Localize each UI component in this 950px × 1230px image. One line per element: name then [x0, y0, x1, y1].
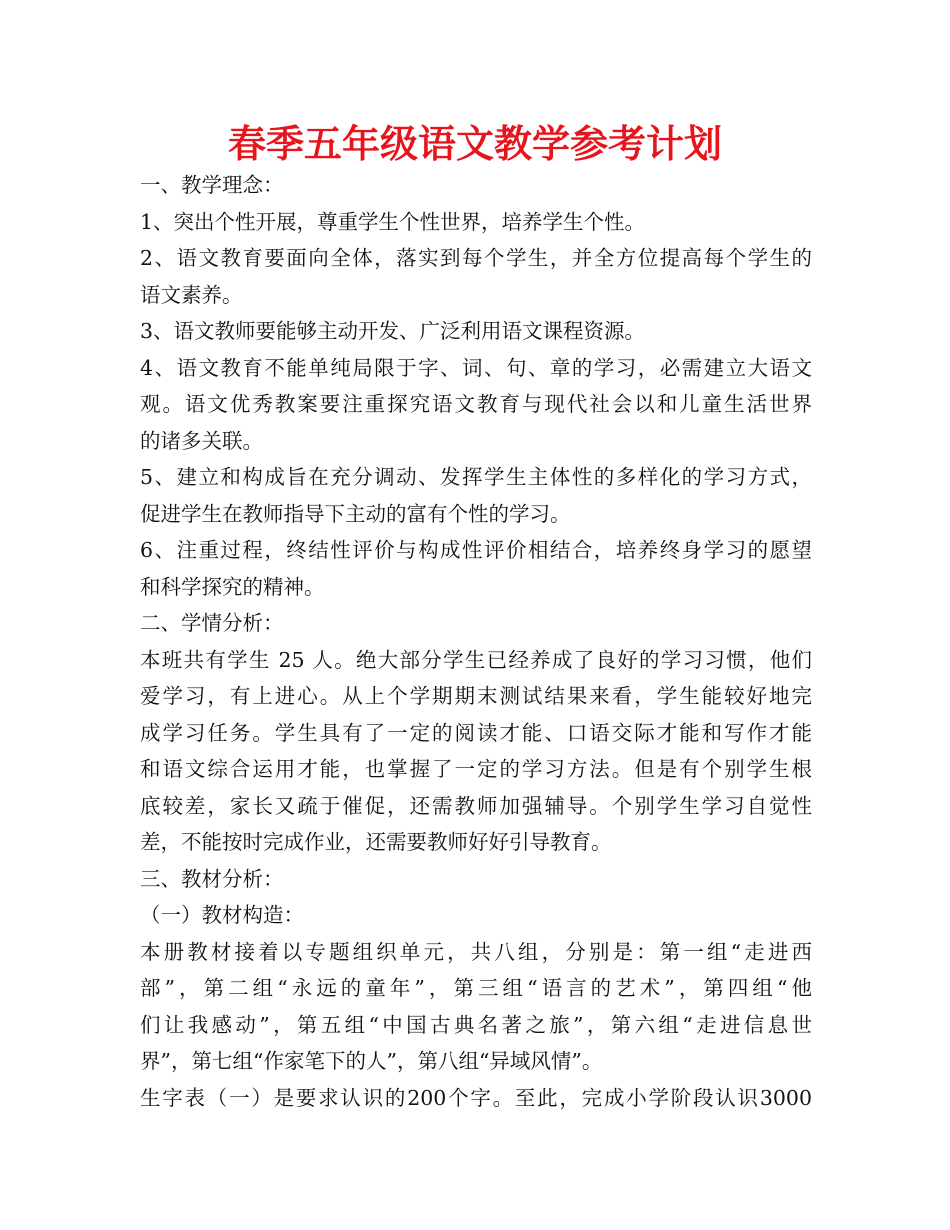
paragraph-line: 2、语文教育要面向全体，落实到每个学生，并全方位提高每个学生的 — [140, 246, 812, 270]
paragraph-line: 差，不能按时完成作业，还需要教师好好引导教育。 — [140, 830, 612, 854]
paragraph-line: 3、语文教师要能够主动开发、广泛利用语文课程资源。 — [140, 319, 646, 343]
section-heading-teaching-philosophy: 一、教学理念： — [140, 173, 284, 197]
paragraph-line: 观。语文优秀教案要注重探究语文教育与现代社会以和儿童生活世界 — [140, 392, 812, 416]
paragraph-line: 语文素养。 — [140, 282, 243, 307]
paragraph-line: 5、建立和构成旨在充分调动、发挥学生主体性的多样化的学习方式， — [140, 465, 812, 489]
paragraph-line: 和语文综合运用才能，也掌握了一定的学习方法。但是有个别学生根 — [140, 757, 812, 781]
paragraph-line: 6、注重过程，终结性评价与构成性评价相结合，培养终身学习的愿望 — [140, 538, 812, 562]
paragraph-line: 们让我感动”，第五组“中国古典名著之旅”，第六组“走进信息世 — [140, 1012, 812, 1037]
paragraph-line: 本班共有学生 25 人。绝大部分学生已经养成了良好的学习习惯，他们 — [140, 647, 812, 672]
section-heading-textbook-analysis: 三、教材分析： — [140, 866, 284, 891]
paragraph-line: 的诸多关联。 — [140, 428, 263, 453]
paragraph-line: 和科学探究的精神。 — [140, 574, 325, 599]
subsection-heading-textbook-structure: （一）教材构造： — [140, 903, 304, 927]
paragraph-line: 底较差，家长又疏于催促，还需教师加强辅导。个别学生学习自觉性 — [140, 793, 812, 818]
paragraph-line: 4、语文教育不能单纯局限于字、词、句、章的学习，必需建立大语文 — [140, 355, 812, 380]
paragraph-line: 部”，第二组“永远的童年”，第三组“语言的艺术”，第四组“他 — [140, 976, 812, 1000]
paragraph-line: 生字表（一）是要求认识的200个字。至此，完成小学阶段认识3000 — [140, 1085, 812, 1110]
section-heading-student-analysis: 二、学情分析： — [140, 611, 284, 635]
paragraph-line: 1、突出个性开展，尊重学生个性世界，培养学生个性。 — [140, 209, 646, 234]
document-body — [140, 167, 812, 1116]
document-title: 春季五年级语文教学参考计划 — [227, 122, 722, 166]
paragraph-line: 促进学生在教师指导下主动的富有个性的学习。 — [140, 501, 571, 526]
paragraph-line: 爱学习，有上进心。从上个学期期末测试结果来看，学生能较好地完 — [140, 684, 812, 708]
paragraph-line: 本册教材接着以专题组织单元，共八组，分别是：第一组“走进西 — [140, 939, 812, 964]
paragraph-line: 成学习任务。学生具有了一定的阅读才能、口语交际才能和写作才能 — [140, 720, 812, 745]
paragraph-line: 界”，第七组“作家笔下的人”，第八组“异域风情”。 — [140, 1049, 603, 1073]
